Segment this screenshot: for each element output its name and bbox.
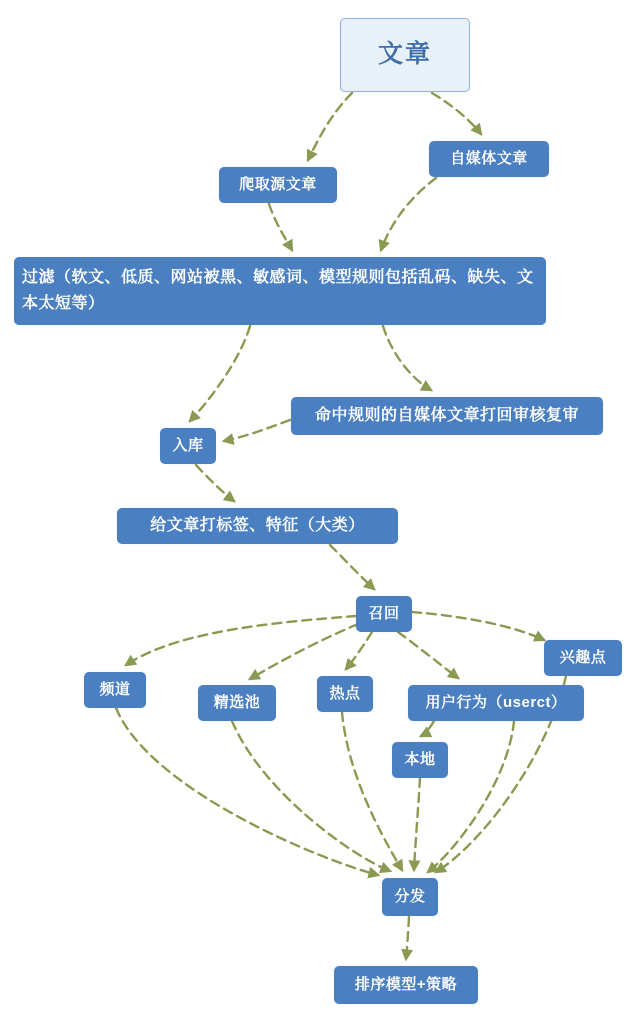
node-recall[interactable] bbox=[356, 596, 412, 632]
node-crawl-source-articles-label: 爬取源文章 bbox=[239, 175, 317, 193]
node-local-label: 本地 bbox=[404, 750, 436, 768]
node-store-label: 入库 bbox=[172, 436, 204, 454]
edge-root-to-selfmedia bbox=[432, 93, 481, 134]
node-local[interactable] bbox=[392, 742, 448, 778]
edge-store-to-tagging bbox=[196, 465, 234, 501]
edge-recall-to-hot bbox=[346, 632, 372, 669]
node-tagging[interactable] bbox=[117, 508, 398, 544]
edge-hot-to-distribute bbox=[342, 712, 402, 870]
edge-filter-to-store bbox=[190, 326, 250, 421]
node-channel[interactable] bbox=[84, 672, 146, 708]
node-ranking-model-strategy[interactable] bbox=[334, 966, 478, 1004]
node-store[interactable] bbox=[160, 428, 216, 464]
node-ranking-model-strategy-label: 排序模型+策略 bbox=[354, 975, 458, 993]
node-channel-label: 频道 bbox=[99, 680, 131, 698]
node-hot-topic[interactable] bbox=[317, 676, 373, 712]
node-featured-pool-label: 精选池 bbox=[213, 693, 261, 711]
edge-review-to-store bbox=[224, 420, 290, 441]
node-interest-point-label: 兴趣点 bbox=[559, 648, 607, 666]
node-self-media-articles[interactable] bbox=[429, 141, 549, 177]
node-user-behavior[interactable] bbox=[408, 685, 584, 721]
edge-recall-to-userbehavior bbox=[398, 632, 458, 678]
edge-selfmedia-to-filter bbox=[381, 178, 436, 250]
node-user-behavior-label: 用户行为（userct） bbox=[425, 693, 567, 711]
edge-distribute-to-ranking bbox=[406, 917, 409, 959]
edge-channel-to-distribute bbox=[116, 708, 378, 875]
edge-recall-to-pool bbox=[250, 624, 358, 679]
node-rule-hit-review[interactable] bbox=[291, 397, 603, 435]
edge-root-to-crawl bbox=[308, 93, 352, 160]
node-hot-topic-label: 热点 bbox=[329, 684, 361, 702]
node-distribute-label: 分发 bbox=[394, 887, 426, 905]
edge-filter-to-review bbox=[383, 326, 431, 390]
node-recall-label: 召回 bbox=[368, 604, 400, 622]
edge-pool-to-distribute bbox=[232, 721, 390, 871]
edge-local-to-distribute bbox=[414, 778, 420, 870]
node-interest-point[interactable] bbox=[544, 640, 622, 676]
edge-recall-to-interest bbox=[412, 612, 544, 640]
node-tagging-label: 给文章打标签、特征（大类） bbox=[150, 517, 365, 535]
node-article[interactable] bbox=[340, 18, 470, 92]
edge-recall-to-channel bbox=[126, 616, 356, 665]
node-distribute[interactable] bbox=[382, 878, 438, 916]
node-self-media-articles-label: 自媒体文章 bbox=[450, 149, 528, 167]
node-crawl-source-articles[interactable] bbox=[219, 167, 337, 203]
edge-crawl-to-filter bbox=[269, 204, 292, 250]
node-filter[interactable] bbox=[14, 257, 546, 325]
node-rule-hit-review-label: 命中规则的自媒体文章打回审核复审 bbox=[314, 407, 579, 425]
node-article-label: 文章 bbox=[377, 40, 432, 69]
node-filter-label: 过滤（软文、低质、网站被黑、敏感词、模型规则包括乱码、缺失、文本太短等） bbox=[22, 269, 534, 312]
node-featured-pool[interactable] bbox=[198, 685, 276, 721]
edge-tagging-to-recall bbox=[330, 545, 374, 589]
edge-userbehavior-to-local bbox=[421, 721, 434, 736]
